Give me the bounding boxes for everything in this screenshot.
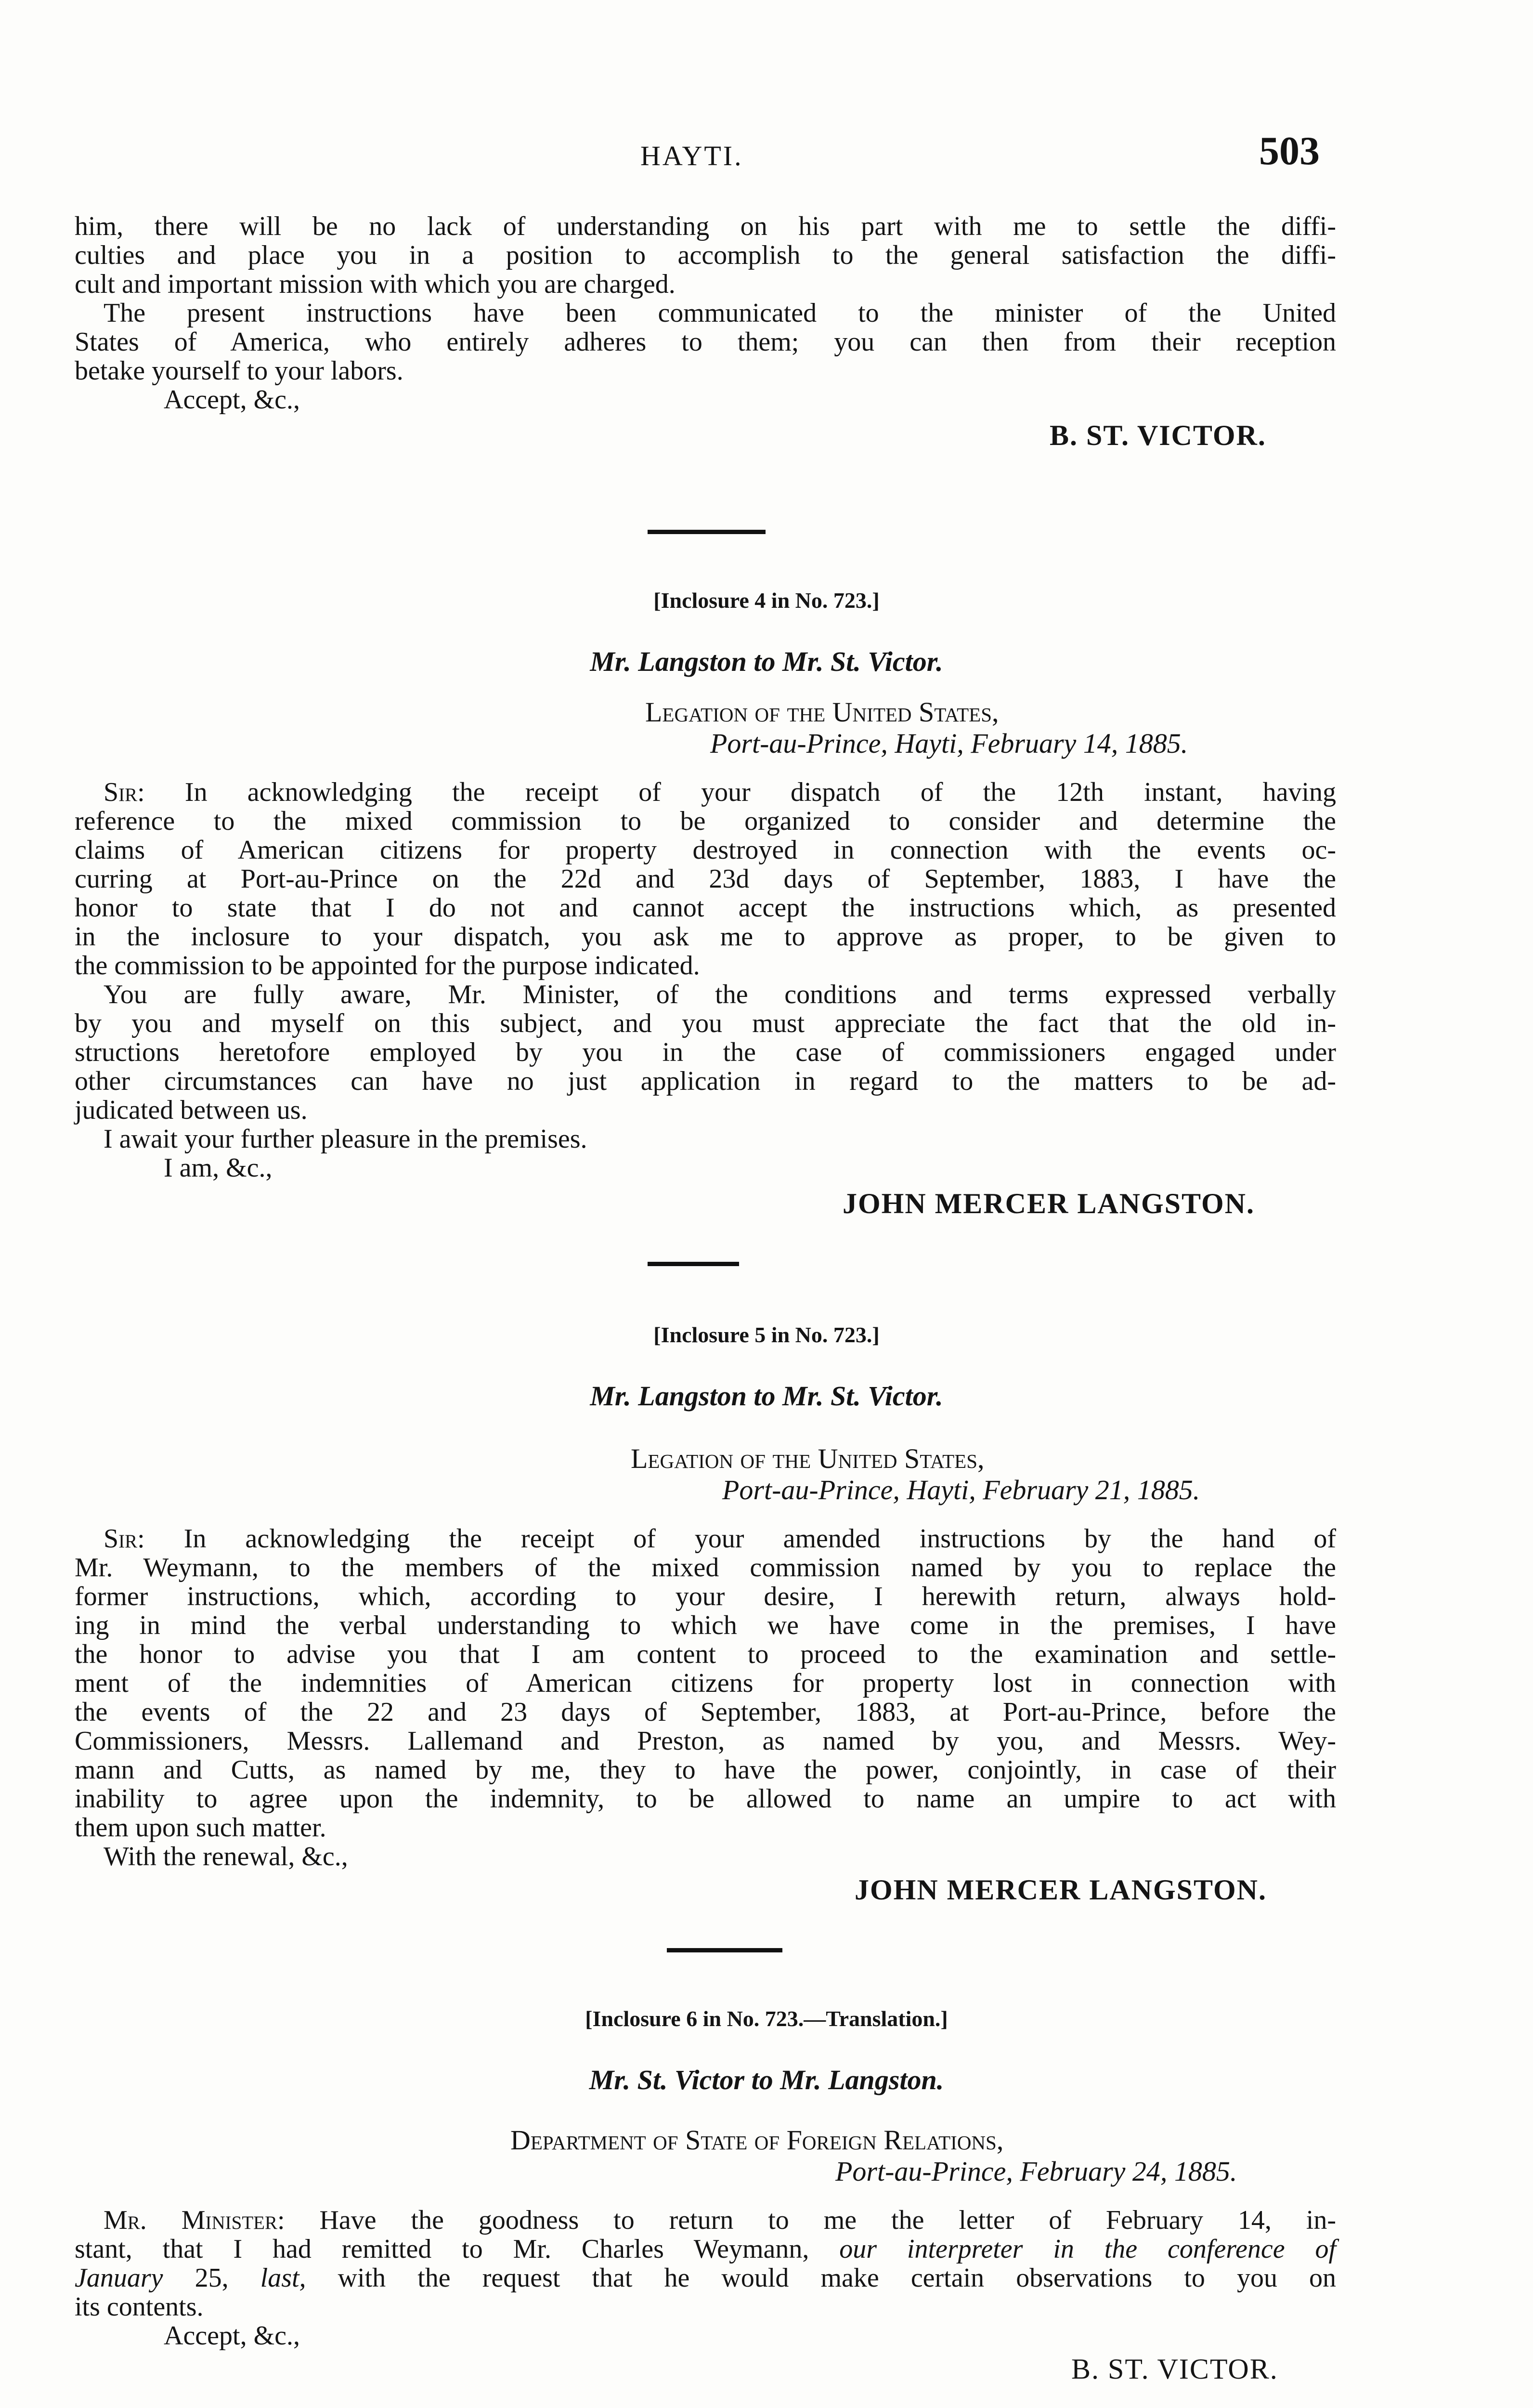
text-line: The present instructions have been communicated to the minister of the United — [104, 298, 1336, 328]
text-line: its contents. — [75, 2292, 204, 2322]
text-line: claims of American citizens for property destroyed in connection with the events oc- — [75, 835, 1336, 865]
text-line: Mr. Weymann, to the members of the mixed commission named by you to replace the — [75, 1553, 1336, 1583]
text-line: the events of the 22 and 23 days of September, 1883, at Port-au-Prince, before the — [75, 1697, 1336, 1727]
letter-heading-line2: Port-au-Prince, Hayti, February 14, 1885. — [710, 728, 1188, 759]
letter-heading-line1: Legation of the United States, — [631, 1443, 985, 1474]
letter-title: Mr. Langston to Mr. St. Victor. — [590, 646, 943, 677]
salutation: Sir: — [104, 1524, 145, 1554]
signature: B. ST. VICTOR. — [1071, 2353, 1278, 2385]
letter-title: Mr. St. Victor to Mr. Langston. — [589, 2064, 944, 2095]
text-line: the honor to advise you that I am content to proceed to the examination and settle- — [75, 1639, 1336, 1669]
inclosure-label: [Inclosure 4 in No. 723.] — [653, 588, 880, 613]
text-line: the commission to be appointed for the purpose indicated. — [75, 951, 700, 981]
italic-text: January — [75, 2263, 163, 2293]
letter-heading-line1: Legation of the United States, — [645, 696, 999, 728]
text-line-body: In acknowledging the receipt of your dispatch of the 12th instant, having — [184, 777, 1337, 807]
letter-heading-line2: Port-au-Prince, February 24, 1885. — [835, 2156, 1237, 2187]
text-line: States of America, who entirely adheres to them; you can then from their reception — [75, 327, 1336, 357]
text-line — [104, 778, 1336, 807]
text-line: by you and myself on this subject, and you must appreciate the fact that the old in- — [75, 1008, 1336, 1038]
text-line-body: Have the goodness to return to me the letter of February 14, in- — [319, 2205, 1336, 2235]
letter-heading-line1: Department of State of Foreign Relations, — [510, 2124, 1004, 2156]
text-line: structions heretofore employed by you in the case of commissioners engaged under — [75, 1037, 1336, 1067]
inclosure-label: [Inclosure 5 in No. 723.] — [653, 1322, 880, 1347]
text-line: curring at Port-au-Prince on the 22d and 23d days of September, 1883, I have the — [75, 864, 1336, 894]
letter-title: Mr. Langston to Mr. St. Victor. — [590, 1380, 943, 1412]
text-line: honor to state that I do not and cannot accept the instructions which, as presented — [75, 893, 1336, 923]
text-line-body: stant, that I had remitted to Mr. Charles Weymann, — [75, 2234, 809, 2264]
text-line-body: 25, — [195, 2263, 229, 2293]
text-line-body: with the request that he would make certain observations to you on — [338, 2263, 1337, 2293]
inclosure-label: [Inclosure 6 in No. 723.—Translation.] — [585, 2006, 948, 2031]
text-line: betake yourself to your labors. — [75, 356, 403, 386]
text-line — [75, 2235, 1336, 2264]
text-line: You are fully aware, Mr. Minister, of the conditions and terms expressed verbally — [104, 980, 1336, 1009]
section-rule — [648, 530, 766, 534]
salutation: Sir: — [104, 777, 145, 807]
section-rule — [648, 1262, 739, 1266]
italic-text: last, — [260, 2263, 306, 2293]
text-line: judicated between us. — [75, 1095, 308, 1125]
text-line: him, there will be no lack of understanding on his part with me to settle the diffi- — [75, 211, 1336, 241]
text-line — [104, 1524, 1336, 1553]
salutation: Mr. Minister: — [104, 2205, 285, 2235]
text-line: culties and place you in a position to accomplish to the general satisfaction the diffi- — [75, 240, 1336, 270]
text-line: ment of the indemnities of American citizens for property lost in connection with — [75, 1668, 1336, 1698]
letter-heading-line2: Port-au-Prince, Hayti, February 21, 1885. — [722, 1474, 1200, 1505]
signature: B. ST. VICTOR. — [1050, 419, 1266, 451]
closing: Accept, &c., — [164, 2321, 300, 2351]
closing: Accept, &c., — [164, 385, 300, 415]
text-line: reference to the mixed commission to be organized to consider and determine the — [75, 806, 1336, 836]
text-line: them upon such matter. — [75, 1813, 326, 1843]
text-line: inability to agree upon the indemnity, to be allowed to name an umpire to act with — [75, 1784, 1336, 1814]
text-line: mann and Cutts, as named by me, they to have the power, conjointly, in case of their — [75, 1755, 1336, 1785]
italic-text: our interpreter in the conference of — [839, 2234, 1337, 2264]
text-line-body: In acknowledging the receipt of your amended instructions by the hand of — [183, 1524, 1337, 1554]
text-line — [75, 2264, 1336, 2292]
signature: JOHN MERCER LANGSTON. — [843, 1188, 1255, 1219]
signature: JOHN MERCER LANGSTON. — [855, 1874, 1267, 1906]
text-line: in the inclosure to your dispatch, you ask me to approve as proper, to be given to — [75, 922, 1336, 952]
text-line: I await your further pleasure in the premises. — [104, 1124, 587, 1154]
text-line: other circumstances can have no just application in regard to the matters to be ad- — [75, 1066, 1336, 1096]
text-line: Commissioners, Messrs. Lallemand and Preston, as named by you, and Messrs. Wey- — [75, 1726, 1336, 1756]
text-line: cult and important mission with which you are charged. — [75, 269, 676, 299]
closing: With the renewal, &c., — [104, 1842, 348, 1871]
text-line: former instructions, which, according to your desire, I herewith return, always hold- — [75, 1582, 1336, 1611]
text-line: ing in mind the verbal understanding to which we have come in the premises, I have — [75, 1610, 1336, 1640]
section-rule — [667, 1948, 782, 1952]
closing: I am, &c., — [164, 1153, 273, 1183]
running-head-title: HAYTI. — [640, 140, 743, 171]
text-line — [104, 2206, 1336, 2235]
page-number: 503 — [1259, 129, 1320, 173]
